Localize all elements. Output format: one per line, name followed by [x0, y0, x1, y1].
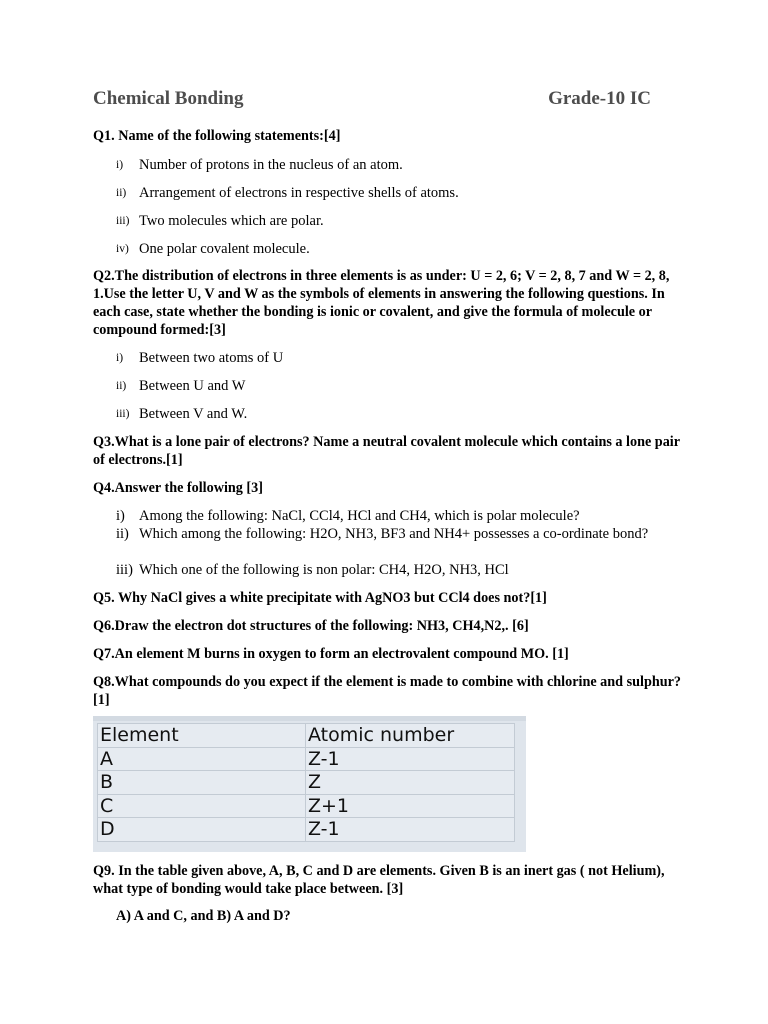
q7-question: Q7.An element M burns in oxygen to form an electrovalent compound MO. [1] — [93, 646, 569, 662]
list-item-text: Between two atoms of U — [139, 350, 284, 366]
table-cell: Z-1 — [306, 747, 515, 771]
table-cell: Z+1 — [306, 794, 515, 818]
table-row — [98, 794, 515, 818]
q5-question: Q5. Why NaCl gives a white precipitate with AgNO3 but CCl4 does not?[1] — [93, 590, 547, 606]
table-cell: Z — [306, 771, 515, 795]
element-table — [97, 723, 515, 842]
list-item-text: Number of protons in the nucleus of an atom. — [139, 157, 403, 173]
list-item-text: Which among the following: H2O, NH3, BF3 and NH4+ possesses a co-ordinate bond? — [139, 526, 649, 542]
table-cell: C — [98, 794, 306, 818]
table-header-row — [98, 724, 515, 748]
list-marker: ii) — [116, 526, 129, 542]
list-item-text: Between V and W. — [139, 406, 248, 422]
q3-question: Q3.What is a lone pair of electrons? Name a neutral covalent molecule which contains a lone pair of electrons.[1] — [93, 434, 680, 468]
table-cell: A — [98, 747, 306, 771]
list-marker: ii) — [116, 380, 127, 392]
table-cell: D — [98, 818, 306, 842]
list-item-text: One polar covalent molecule. — [139, 241, 310, 257]
list-marker: i) — [116, 508, 125, 524]
q9-question: Q9. In the table given above, A, B, C and D are elements. Given B is an inert gas ( not Helium), what type of bonding would take place between. [3] — [93, 863, 665, 897]
table-row — [98, 818, 515, 842]
q1-question: Q1. Name of the following statements:[4] — [93, 128, 341, 144]
list-marker: iii) — [116, 408, 130, 420]
list-marker: i) — [116, 159, 124, 171]
list-item-text: Two molecules which are polar. — [139, 213, 324, 229]
list-item-text: Which one of the following is non polar: CH4, H2O, NH3, HCl — [139, 562, 509, 578]
list-item-text: Arrangement of electrons in respective shells of atoms. — [139, 185, 459, 201]
page-title: Chemical Bonding — [93, 88, 244, 109]
q9-subquestion: A) A and C, and B) A and D? — [116, 908, 291, 924]
list-marker: iv) — [116, 243, 129, 255]
table-cell: B — [98, 771, 306, 795]
q4-question: Q4.Answer the following [3] — [93, 480, 263, 496]
q8-question: Q8.What compounds do you expect if the element is made to combine with chlorine and sulphur?[1] — [93, 674, 682, 708]
table-top-strip — [93, 716, 526, 721]
table-row — [98, 771, 515, 795]
list-marker: ii) — [116, 187, 127, 199]
element-table-image — [93, 716, 526, 852]
list-item-text: Among the following: NaCl, CCl4, HCl and CH4, which is polar molecule? — [139, 508, 580, 524]
table-row — [98, 747, 515, 771]
list-marker: i) — [116, 352, 124, 364]
list-marker: iii) — [116, 562, 133, 578]
q2-question: Q2.The distribution of electrons in three elements is as under: U = 2, 6; V = 2, 8, 7 and W = 2, 8, 1.Use the letter U, V and W as the symbols of elements in answering the following questions. In each case, state whether the bonding is ionic or covalent, and give the formula of molecule or compound formed:[3] — [93, 268, 670, 338]
header — [93, 88, 651, 110]
q6-question: Q6.Draw the electron dot structures of the following: NH3, CH4,N2,. [6] — [93, 618, 529, 634]
list-marker: iii) — [116, 215, 130, 227]
list-item-text: Between U and W — [139, 378, 246, 394]
table-header-cell: Element — [98, 724, 306, 748]
table-cell: Z-1 — [306, 818, 515, 842]
grade-label: Grade-10 IC — [548, 88, 651, 109]
table-header-cell: Atomic number — [306, 724, 515, 748]
